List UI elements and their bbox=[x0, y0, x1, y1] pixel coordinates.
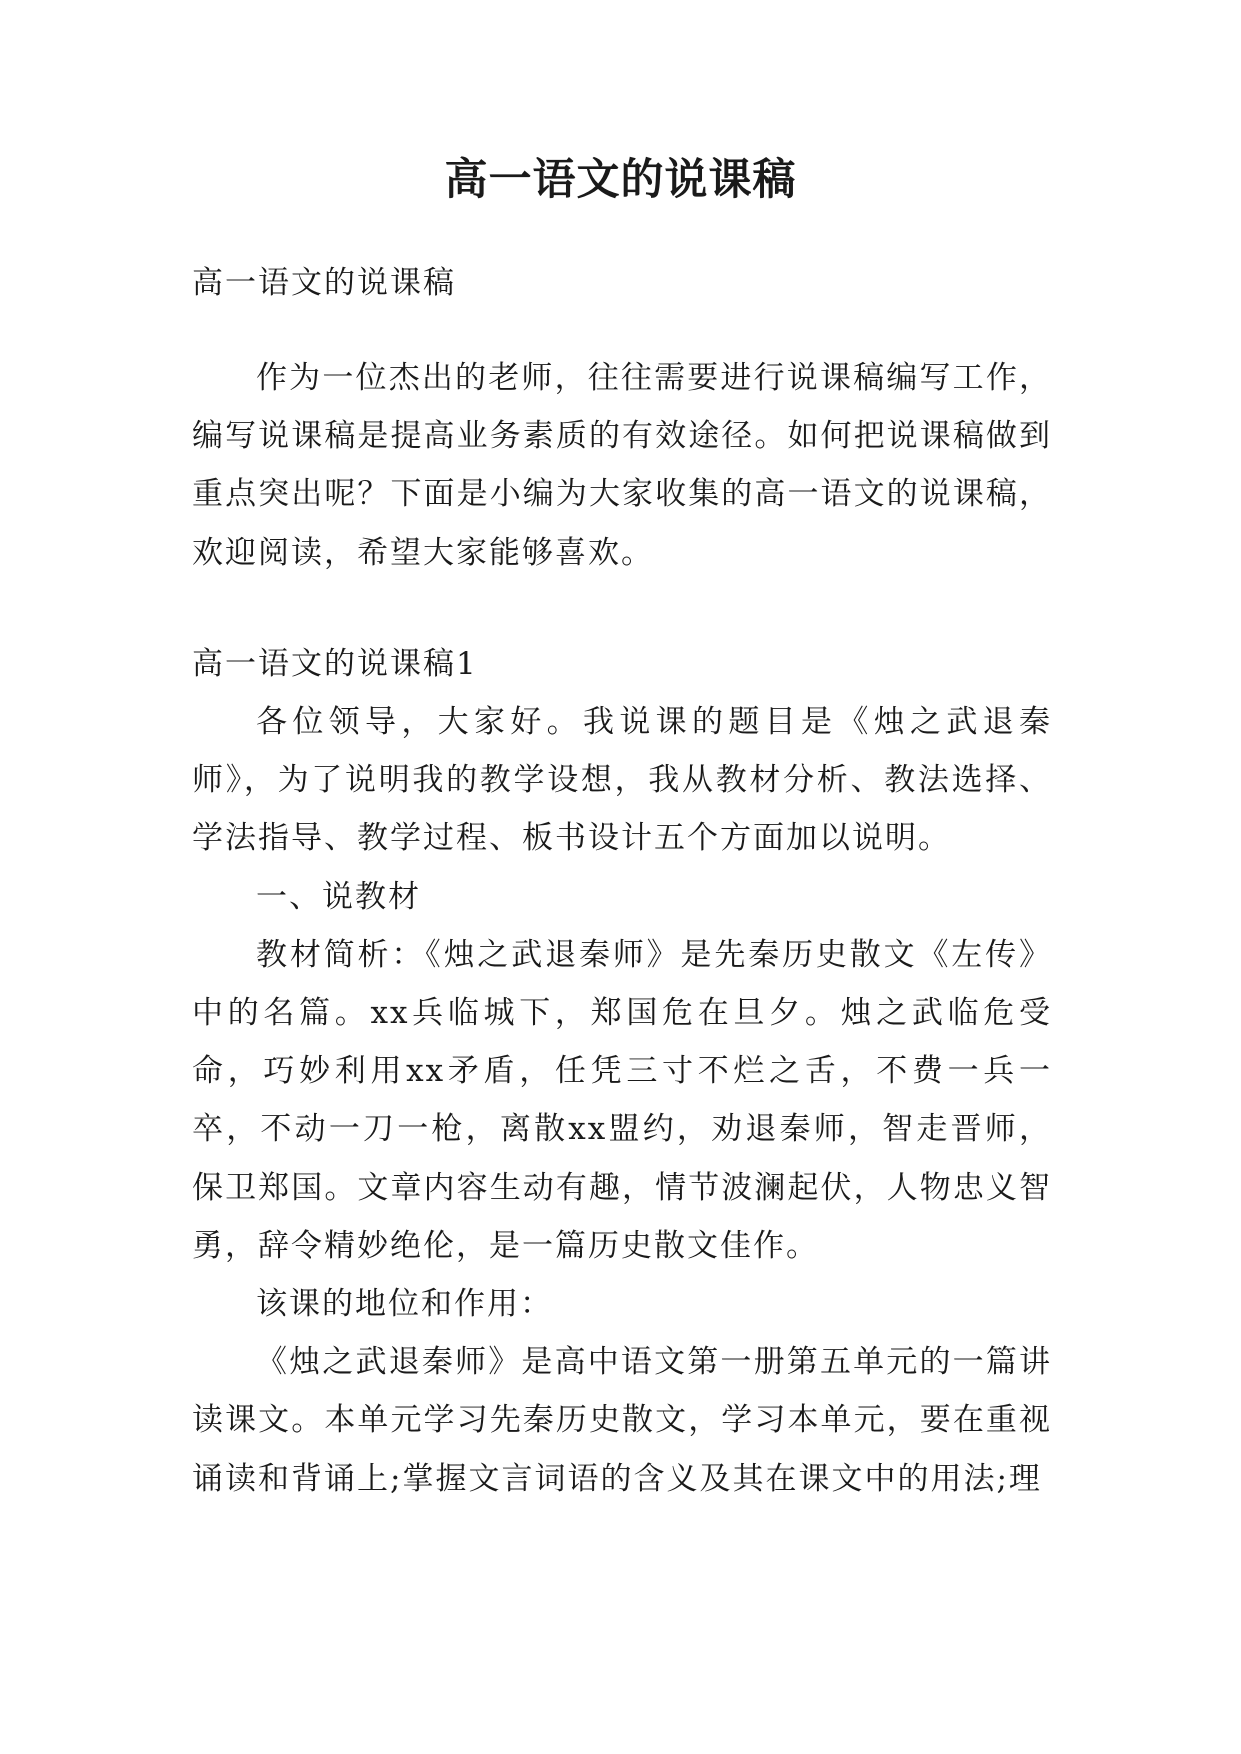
document-title: 高一语文的说课稿 bbox=[444, 155, 797, 205]
intro-paragraph: 作为一位杰出的老师，往往需要进行说课稿编写工作，编写说课稿是提高业务素质的有效途径。如何把说课稿做到重点突出呢？下面是小编为大家收集的高一语文的说课稿，欢迎阅读，希望大家能够喜欢。 bbox=[192, 360, 1052, 571]
document-body bbox=[192, 265, 1052, 1508]
body-paragraph-1: 各位领导，大家好。我说课的题目是《烛之武退秦师》，为了说明我的教学设想，我从教材分析、教法选择、学法指导、教学过程、板书设计五个方面加以说明。 bbox=[192, 704, 1052, 857]
document-subtitle: 高一语文的说课稿 bbox=[192, 265, 456, 301]
body-paragraph-role-heading: 该课的地位和作用： bbox=[256, 1286, 553, 1323]
body-paragraph-role: 《烛之武退秦师》是高中语文第一册第五单元的一篇讲读课文。本单元学习先秦历史散文，学习本单元，要在重视诵读和背诵上;掌握文言词语的含义及其在课文中的用法;理 bbox=[192, 1344, 1052, 1497]
body-paragraph-material-analysis: 教材简析：《烛之武退秦师》是先秦历史散文《左传》中的名篇。xx兵临城下，郑国危在旦夕。烛之武临危受命，巧妙利用xx矛盾，任凭三寸不烂之舌，不费一兵一卒，不动一刀一枪，离散xx盟约，劝退秦师，智走晋师，保卫郑国。文章内容生动有趣，情节波澜起伏，人物忠义智勇，辞令精妙绝伦，是一篇历史散文佳作。 bbox=[192, 936, 1052, 1264]
section-heading-teaching-material: 一、说教材 bbox=[256, 878, 421, 915]
section-heading: 高一语文的说课稿1 bbox=[192, 645, 478, 682]
